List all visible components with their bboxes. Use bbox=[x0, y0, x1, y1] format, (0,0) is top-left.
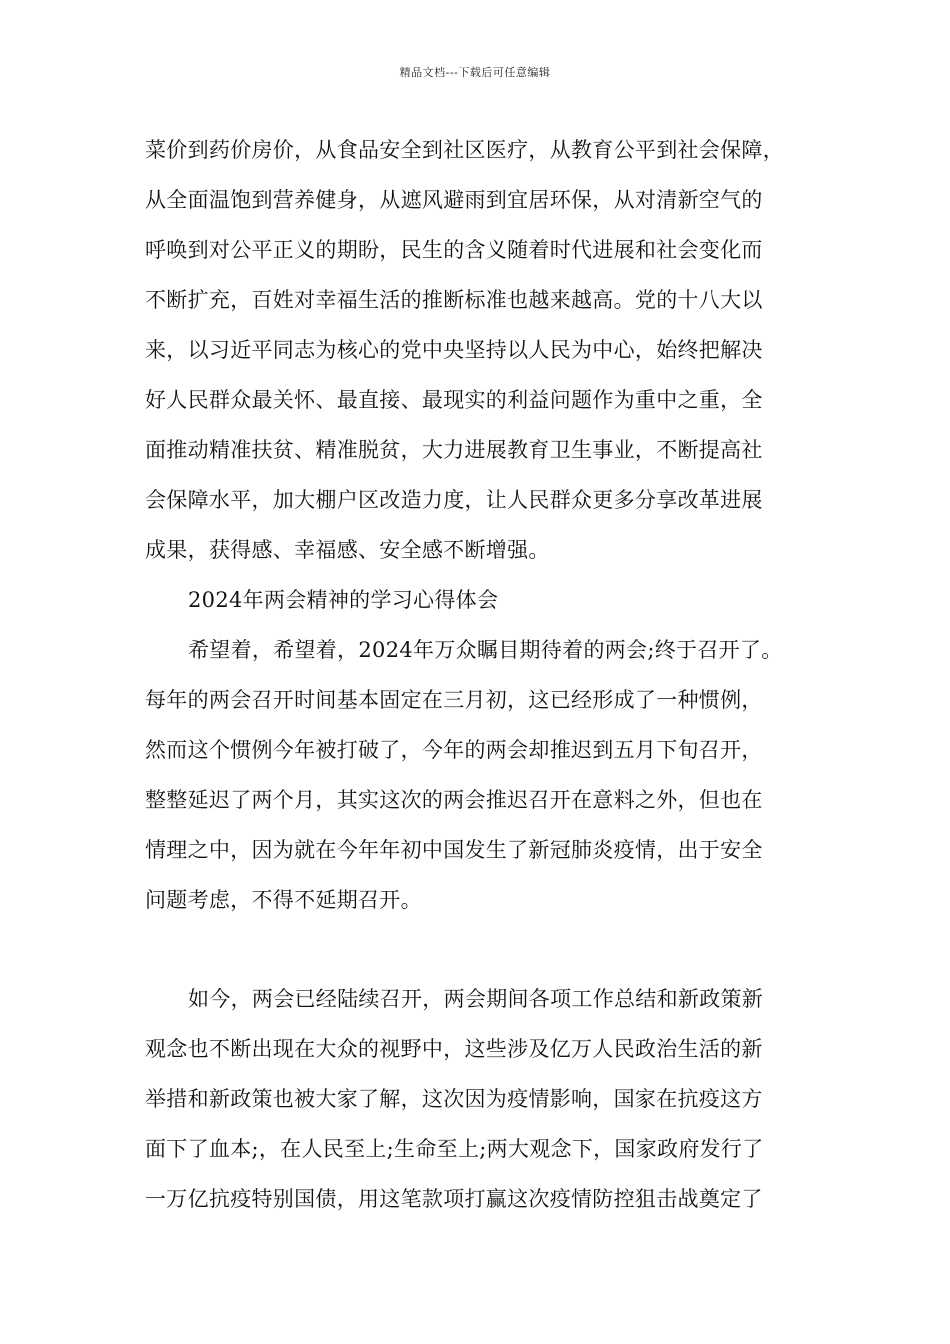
text-line: 问题考虑，不得不延期召开。 bbox=[145, 888, 422, 912]
text-line: 情理之中，因为就在今年年初中国发生了新冠肺炎疫情，出于安全 bbox=[145, 838, 763, 862]
text-line: 希望着，希望着，2024年万众瞩目期待着的两会;终于召开了。 bbox=[188, 638, 783, 662]
text-line: 好人民群众最关怀、最直接、最现实的利益问题作为重中之重，全 bbox=[145, 388, 763, 412]
text-line: 来，以习近平同志为核心的党中央坚持以人民为中心，始终把解决 bbox=[145, 338, 763, 362]
text-line: 呼唤到对公平正义的期盼，民生的含义随着时代进展和社会变化而 bbox=[145, 238, 763, 262]
text-line: 菜价到药价房价，从食品安全到社区医疗，从教育公平到社会保障， bbox=[145, 138, 784, 162]
text-line: 成果，获得感、幸福感、安全感不断增强。 bbox=[145, 538, 550, 562]
text-line: 每年的两会召开时间基本固定在三月初，这已经形成了一种惯例， bbox=[145, 688, 763, 712]
text-line: 一万亿抗疫特别国债，用这笔款项打赢这次疫情防控狙击战奠定了 bbox=[145, 1187, 763, 1211]
text-line: 整整延迟了两个月，其实这次的两会推迟召开在意料之外，但也在 bbox=[145, 788, 763, 812]
text-line: 从全面温饱到营养健身，从遮风避雨到宜居环保，从对清新空气的 bbox=[145, 188, 763, 212]
section-heading: 2024年两会精神的学习心得体会 bbox=[188, 588, 499, 612]
text-line: 不断扩充，百姓对幸福生活的推断标准也越来越高。党的十八大以 bbox=[145, 288, 763, 312]
page-header: 精品文档---下载后可任意编辑 bbox=[399, 66, 551, 79]
text-line: 面推动精准扶贫、精准脱贫，大力进展教育卫生事业，不断提高社 bbox=[145, 438, 763, 462]
text-line: 举措和新政策也被大家了解，这次因为疫情影响，国家在抗疫这方 bbox=[145, 1087, 763, 1111]
text-line: 然而这个惯例今年被打破了，今年的两会却推迟到五月下旬召开， bbox=[145, 738, 763, 762]
text-line: 观念也不断出现在大众的视野中，这些涉及亿万人民政治生活的新 bbox=[145, 1037, 763, 1061]
text-line: 会保障水平，加大棚户区改造力度，让人民群众更多分享改革进展 bbox=[145, 488, 763, 512]
text-line: 面下了血本;，在人民至上;生命至上;两大观念下，国家政府发行了 bbox=[145, 1137, 764, 1161]
text-line: 如今，两会已经陆续召开，两会期间各项工作总结和新政策新 bbox=[188, 987, 764, 1011]
